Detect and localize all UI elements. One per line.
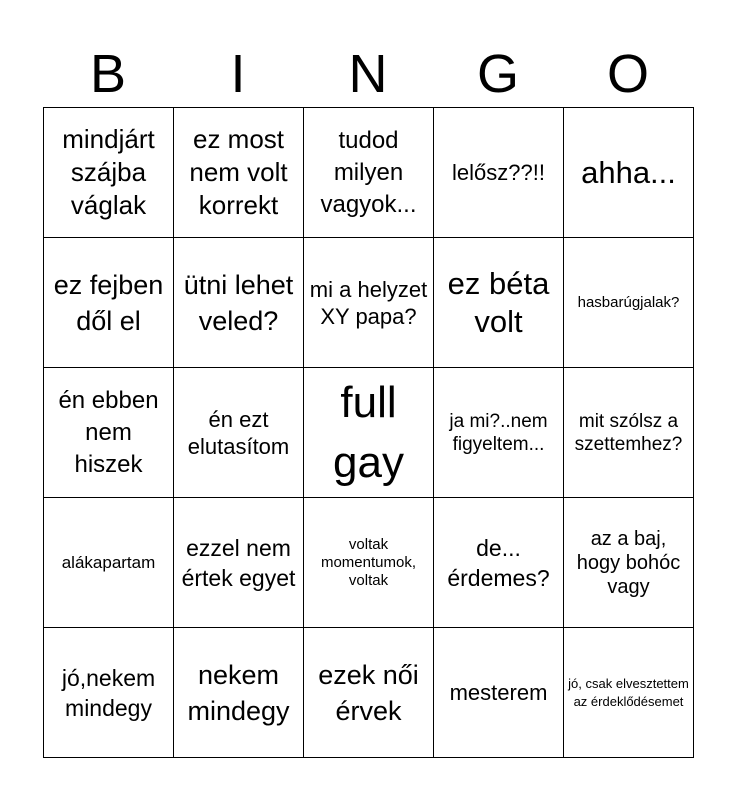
cell-text: nekem mindegy: [187, 659, 290, 726]
bingo-cell[interactable]: [174, 628, 304, 758]
header-letter-b: B: [89, 44, 127, 104]
header-letter-o: O: [606, 44, 649, 104]
cell-text: ezek női érvek: [318, 659, 419, 726]
cell-text: hasbarúgjalak?: [577, 293, 680, 311]
cell-text: tudod milyen vagyok...: [320, 126, 417, 218]
cell-text: mesterem: [449, 680, 548, 705]
cell-text: az a baj, hogy bohóc vagy: [576, 527, 681, 598]
cell-text: lelősz??!!: [452, 160, 545, 185]
bingo-cell[interactable]: [434, 108, 564, 238]
bingo-cell[interactable]: [434, 498, 564, 628]
cell-text: ahha...: [581, 154, 676, 190]
bingo-cell[interactable]: [44, 238, 174, 368]
cell-text: ez most nem volt korrekt: [189, 124, 288, 220]
bingo-cell[interactable]: [564, 368, 694, 498]
cell-text: ütni lehet veled?: [183, 269, 294, 336]
bingo-cell[interactable]: [564, 498, 694, 628]
bingo-cell[interactable]: [564, 628, 694, 758]
cell-text: mindjárt szájba váglak: [62, 124, 155, 220]
cell-text: full gay: [333, 377, 404, 487]
bingo-cell[interactable]: [564, 238, 694, 368]
cell-text: de... érdemes?: [447, 534, 550, 591]
cell-text: mi a helyzet XY papa?: [309, 276, 428, 329]
header-letter-g: G: [476, 44, 519, 104]
header-letter-n: N: [348, 44, 388, 104]
bingo-cell[interactable]: [44, 108, 174, 238]
bingo-cell[interactable]: [44, 628, 174, 758]
bingo-cell[interactable]: [304, 108, 434, 238]
bingo-cell[interactable]: [304, 498, 434, 628]
bingo-cell[interactable]: [304, 368, 434, 498]
bingo-cell[interactable]: [434, 368, 564, 498]
cell-text: mit szólsz a szettemhez?: [574, 410, 683, 455]
cell-text: ja mi?..nem figyeltem...: [449, 410, 548, 455]
cell-text: ez béta volt: [447, 265, 550, 339]
bingo-cell[interactable]: [174, 238, 304, 368]
bingo-board: [43, 107, 694, 758]
bingo-cell[interactable]: [564, 108, 694, 238]
cell-text: jó,nekem mindegy: [61, 664, 156, 721]
cell-text: ezzel nem értek egyet: [181, 534, 296, 591]
bingo-cell[interactable]: [174, 498, 304, 628]
bingo-cell[interactable]: [304, 238, 434, 368]
bingo-cell[interactable]: [44, 498, 174, 628]
cell-text: én ebben nem hiszek: [58, 386, 159, 478]
bingo-cell[interactable]: [174, 108, 304, 238]
bingo-cell[interactable]: [44, 368, 174, 498]
cell-text: voltak momentumok, voltak: [320, 535, 417, 589]
bingo-cell[interactable]: [304, 628, 434, 758]
header-letter-i: I: [230, 44, 246, 104]
cell-text: alákapartam: [61, 553, 156, 572]
bingo-header: [43, 40, 693, 108]
bingo-cell[interactable]: [434, 628, 564, 758]
bingo-cell[interactable]: [434, 238, 564, 368]
cell-text: ez fejben dől el: [53, 269, 164, 336]
cell-text: jó, csak elvesztettem az érdeklődésemet: [568, 675, 689, 709]
bingo-cell[interactable]: [174, 368, 304, 498]
cell-text: én ezt elutasítom: [187, 406, 290, 459]
